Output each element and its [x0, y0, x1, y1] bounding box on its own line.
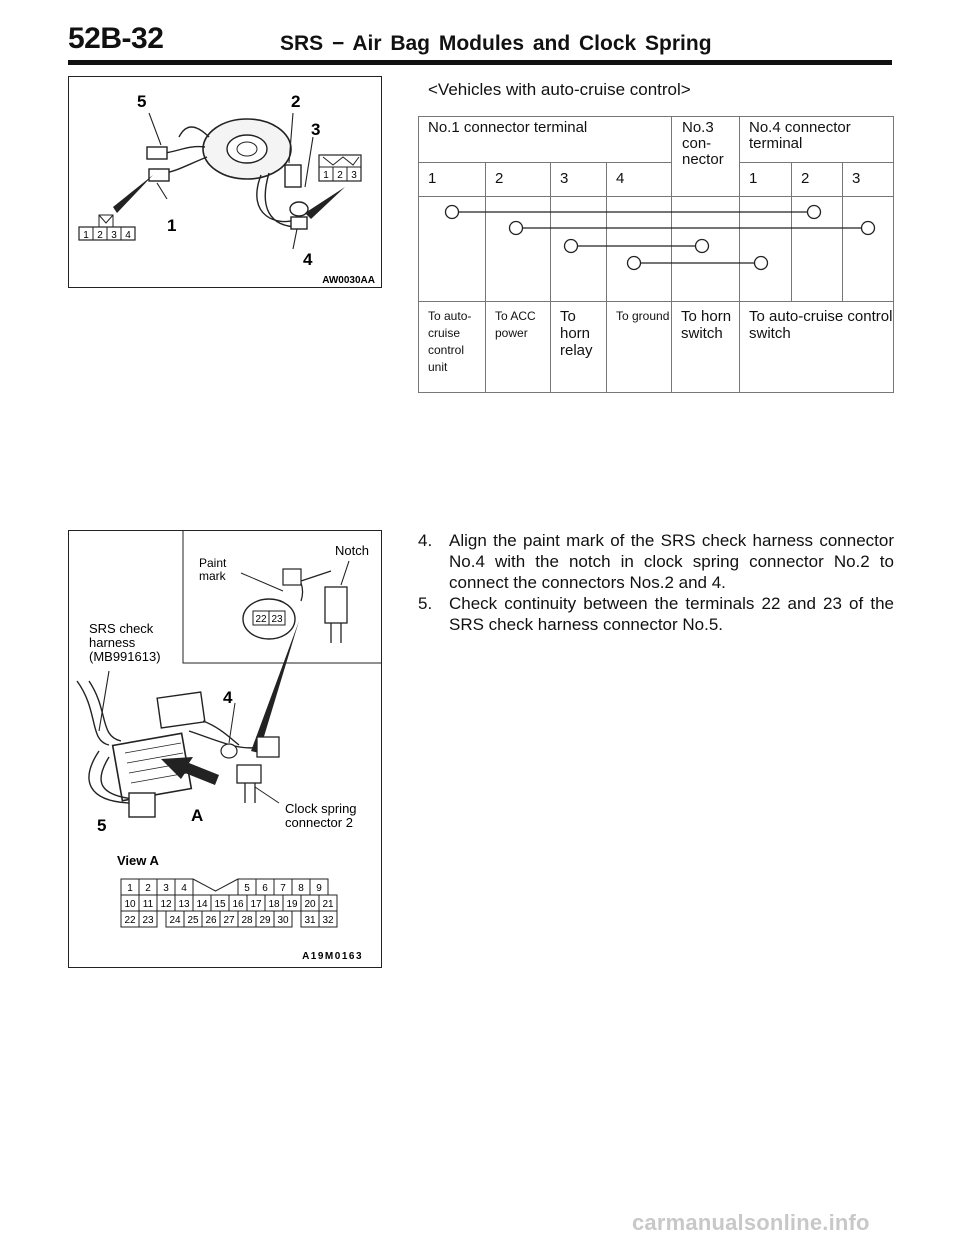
pin-label: 27: [223, 915, 235, 926]
pin-label: 8: [298, 883, 304, 894]
step-4: [418, 530, 894, 593]
callout-2: 2: [291, 92, 301, 111]
terminal-cell: 2: [486, 163, 551, 197]
destination-cell: To auto-cruise control switch: [740, 302, 894, 393]
pin-label: 25: [187, 915, 199, 926]
inset-terminal-22: 22: [255, 614, 267, 625]
callout-5: 5: [97, 816, 107, 835]
clock-spring-figure: [68, 76, 382, 288]
header-no3: No.3 con- nector: [672, 117, 740, 197]
left-terminal-3: 3: [111, 230, 117, 241]
notch-label: Notch: [335, 543, 369, 558]
terminal-cell: 3: [551, 163, 607, 197]
pin-label: 6: [262, 883, 268, 894]
pin-label: 17: [250, 899, 262, 910]
watermark: carmanualsonline.info: [632, 1210, 870, 1235]
step-5: [418, 593, 894, 635]
header-no1: No.1 connector terminal: [419, 117, 672, 163]
callout-1: 1: [167, 216, 177, 235]
pin-label: 2: [145, 883, 151, 894]
pin-label: 22: [124, 915, 136, 926]
pin-label: 23: [142, 915, 154, 926]
check-harness-figure: [68, 530, 382, 968]
right-terminal-1: 1: [323, 170, 329, 181]
left-terminal-2: 2: [97, 230, 103, 241]
terminal-cell: 3: [843, 163, 894, 197]
pin-label: 16: [232, 899, 244, 910]
terminal-cell: 4: [607, 163, 672, 197]
pin-label: 9: [316, 883, 322, 894]
right-terminal-2: 2: [337, 170, 343, 181]
pin-label: 15: [214, 899, 226, 910]
pin-label: 19: [286, 899, 298, 910]
figure2-code: A19M0163: [302, 951, 363, 962]
pin-label: 3: [163, 883, 169, 894]
pin-label: 28: [241, 915, 253, 926]
step-number: 5.: [418, 594, 433, 613]
callout-5: 5: [137, 92, 147, 111]
pin-label: 5: [244, 883, 250, 894]
left-terminal-4: 4: [125, 230, 131, 241]
terminal-cell: 1: [419, 163, 486, 197]
key-notch: [193, 879, 238, 891]
page-title: SRS − Air Bag Modules and Clock Spring: [280, 32, 712, 55]
connector-table: [418, 116, 894, 393]
destination-cell: To horn switch: [672, 302, 740, 393]
step-number: 4.: [418, 531, 433, 550]
procedure-steps: [418, 530, 894, 635]
pin-label: 11: [142, 899, 154, 910]
right-terminal-3: 3: [351, 170, 357, 181]
step-text: Align the paint mark of the SRS check harness connector No.4 with the notch in clock spring connector No.2 to connect the connectors Nos.2 and 4.: [449, 531, 894, 592]
step-text: Check continuity between the terminals 22 and 23 of the SRS check harness connector No.5.: [449, 594, 894, 634]
inset-terminal-23: 23: [271, 614, 283, 625]
pin-label: 32: [322, 915, 334, 926]
clock-spring-label: Clock spring connector 2: [285, 801, 357, 830]
destination-cell: To auto- cruise control unit: [419, 302, 486, 393]
destination-cell: To ACC power: [486, 302, 551, 393]
callout-a: A: [191, 806, 204, 825]
header-no4: No.4 connector terminal: [740, 117, 894, 163]
left-terminal-1: 1: [83, 230, 89, 241]
pin-label: 14: [196, 899, 208, 910]
view-a-pin-grid: [121, 879, 337, 927]
table-heading: <Vehicles with auto-cruise control>: [428, 80, 691, 99]
callout-4: 4: [223, 688, 233, 707]
pin-label: 21: [322, 899, 334, 910]
pin-label: 20: [304, 899, 316, 910]
figure1-code: AW0030AA: [322, 275, 375, 286]
callout-4: 4: [303, 250, 313, 269]
pin-label: 24: [169, 915, 181, 926]
header-rule: [68, 60, 892, 65]
pin-label: 10: [124, 899, 136, 910]
terminal-cell: 2: [792, 163, 843, 197]
destination-cell: To ground: [607, 302, 672, 393]
pin-label: 29: [259, 915, 271, 926]
pin-label: 26: [205, 915, 217, 926]
pin-label: 18: [268, 899, 280, 910]
pin-label: 31: [304, 915, 316, 926]
callout-3: 3: [311, 120, 321, 139]
pin-label: 4: [181, 883, 187, 894]
destination-cell: To horn relay: [551, 302, 607, 393]
harness-label: SRS check harness (MB991613): [89, 621, 161, 664]
page-number: 52B-32: [68, 22, 164, 55]
paint-mark-label: Paint mark: [199, 556, 227, 583]
pin-label: 7: [280, 883, 286, 894]
pin-label: 12: [160, 899, 172, 910]
terminal-cell: 1: [740, 163, 792, 197]
pin-label: 1: [127, 883, 133, 894]
pin-label: 13: [178, 899, 190, 910]
view-a-label: View A: [117, 853, 159, 868]
pin-label: 30: [277, 915, 289, 926]
